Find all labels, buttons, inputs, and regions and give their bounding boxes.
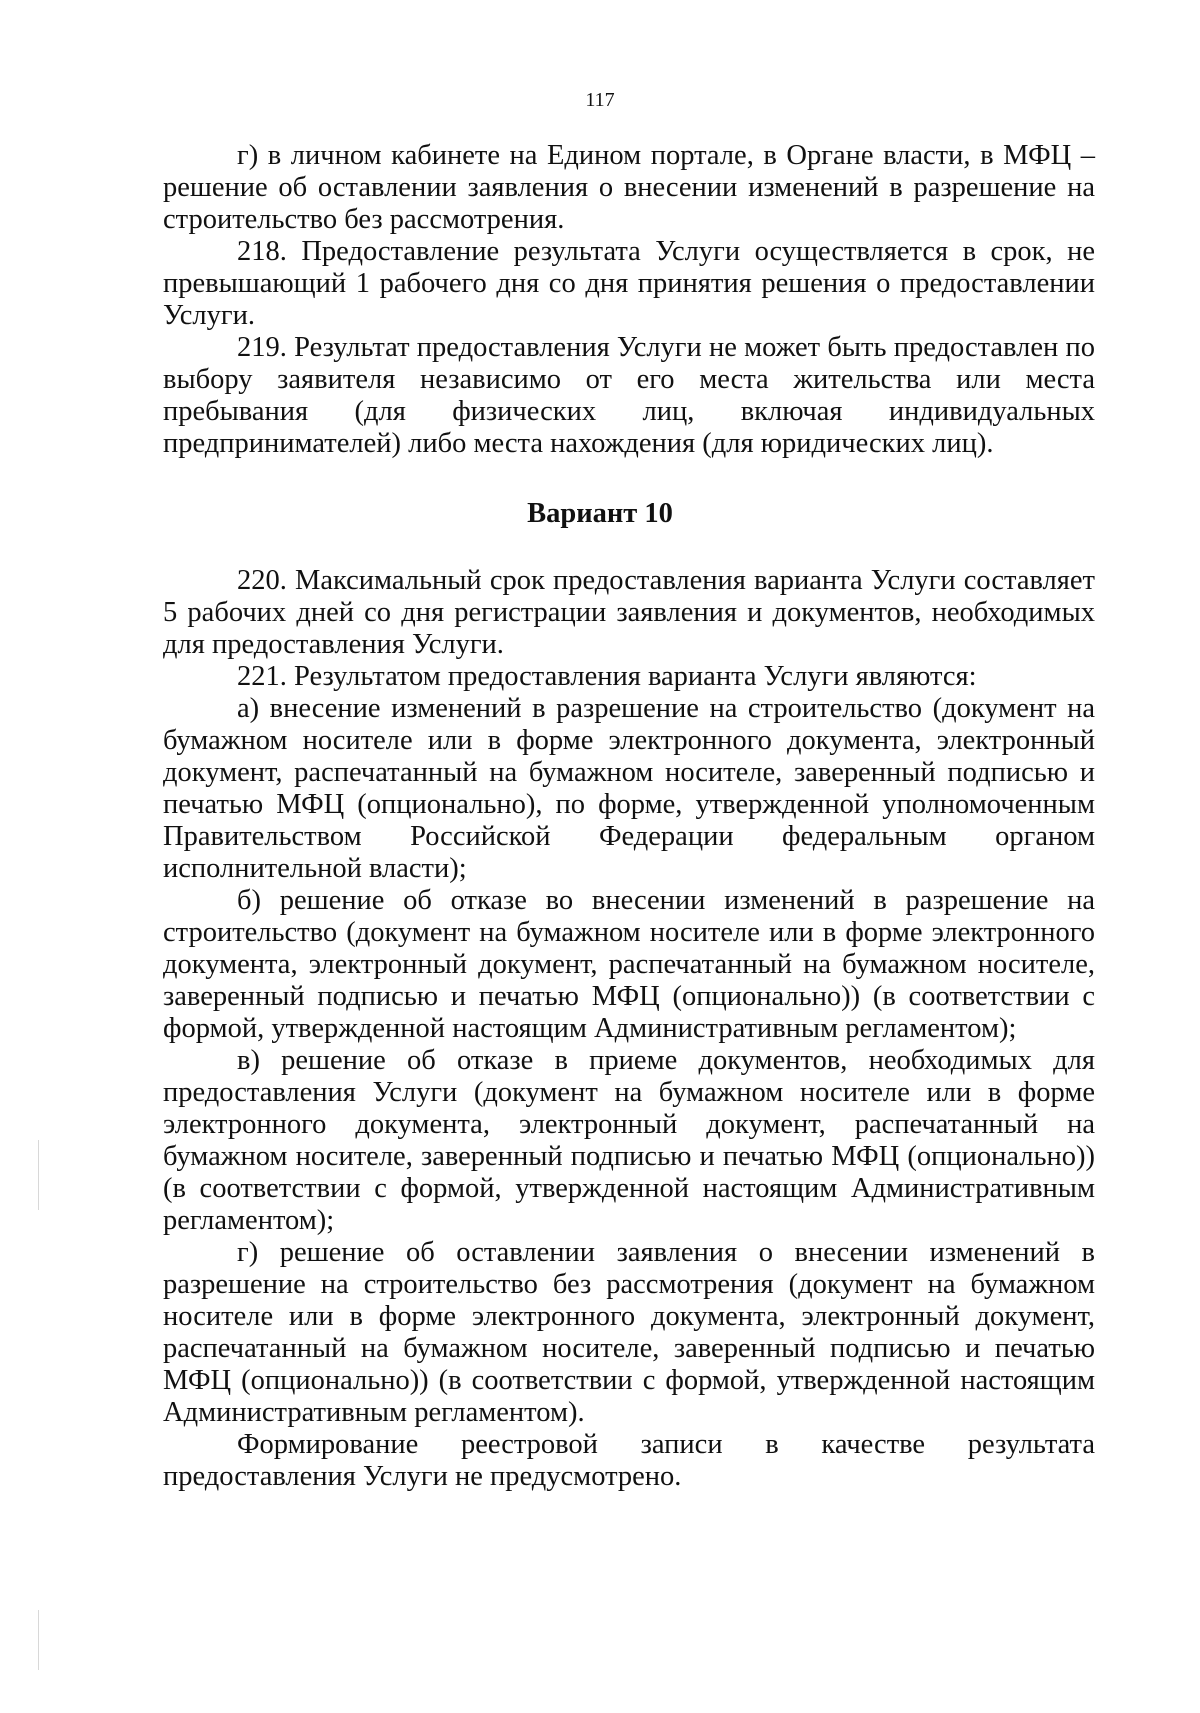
paragraph-g-personal-cabinet: г) в личном кабинете на Едином портале, в Органе власти, в МФЦ – решение об оставлении заявления о внесении изменений в разрешение на строительство без рассмотрения.: [163, 140, 1095, 235]
bottom-text-block: [163, 565, 1095, 1493]
paragraph-221-a: а) внесение изменений в разрешение на строительство (документ на бумажном носителе или в форме электронного документа, электронный документ, распечатанный на бумажном носителе, заверенный подписью и печатью МФЦ (опционально), по форме, утвержденной уполномоченным Правительством Российской Федерации федеральным органом исполнительной власти);: [163, 693, 1095, 884]
paragraph-221-v: в) решение об отказе в приеме документов, необходимых для предоставления Услуги (документ на бумажном носителе или в форме электронного документа, электронный документ, распечатанный на бумажном носителе, заверенный подписью и печатью МФЦ (опционально)) (в соответствии с формой, утвержденной настоящим Административным регламентом);: [163, 1045, 1095, 1236]
scan-margin-mark: [38, 1610, 39, 1670]
paragraph-218: 218. Предоставление результата Услуги осуществляется в срок, не превышающий 1 рабочего дня со дня принятия решения о предоставлении Услуги.: [163, 236, 1095, 331]
paragraph-219: 219. Результат предоставления Услуги не может быть предоставлен по выбору заявителя независимо от его места жительства или места пребывания (для физических лиц, включая индивидуальных предпринимателей) либо места нахождения (для юридических лиц).: [163, 332, 1095, 459]
page-number: 117: [585, 89, 615, 111]
paragraph-registry-record: Формирование реестровой записи в качестве результата предоставления Услуги не предусмотрено.: [163, 1429, 1095, 1492]
paragraph-221-g: г) решение об оставлении заявления о внесении изменений в разрешение на строительство без рассмотрения (документ на бумажном носителе или в форме электронного документа, электронный документ, распечатанный на бумажном носителе, заверенный подписью и печатью МФЦ (опционально)) (в соответствии с формой, утвержденной настоящим Административным регламентом).: [163, 1237, 1095, 1428]
section-heading: Вариант 10: [527, 498, 673, 529]
paragraph-221: 221. Результатом предоставления варианта Услуги являются:: [237, 661, 977, 692]
paragraph-221-b: б) решение об отказе во внесении изменений в разрешение на строительство (документ на бумажном носителе или в форме электронного документа, электронный документ, распечатанный на бумажном носителе, заверенный подписью и печатью МФЦ (опционально)) (в соответствии с формой, утвержденной настоящим Административным регламентом);: [163, 885, 1095, 1044]
paragraph-220: 220. Максимальный срок предоставления варианта Услуги составляет 5 рабочих дней со дня регистрации заявления и документов, необходимых для предоставления Услуги.: [163, 565, 1095, 660]
scan-margin-mark: [38, 1140, 39, 1210]
top-text-block: [163, 140, 1095, 460]
